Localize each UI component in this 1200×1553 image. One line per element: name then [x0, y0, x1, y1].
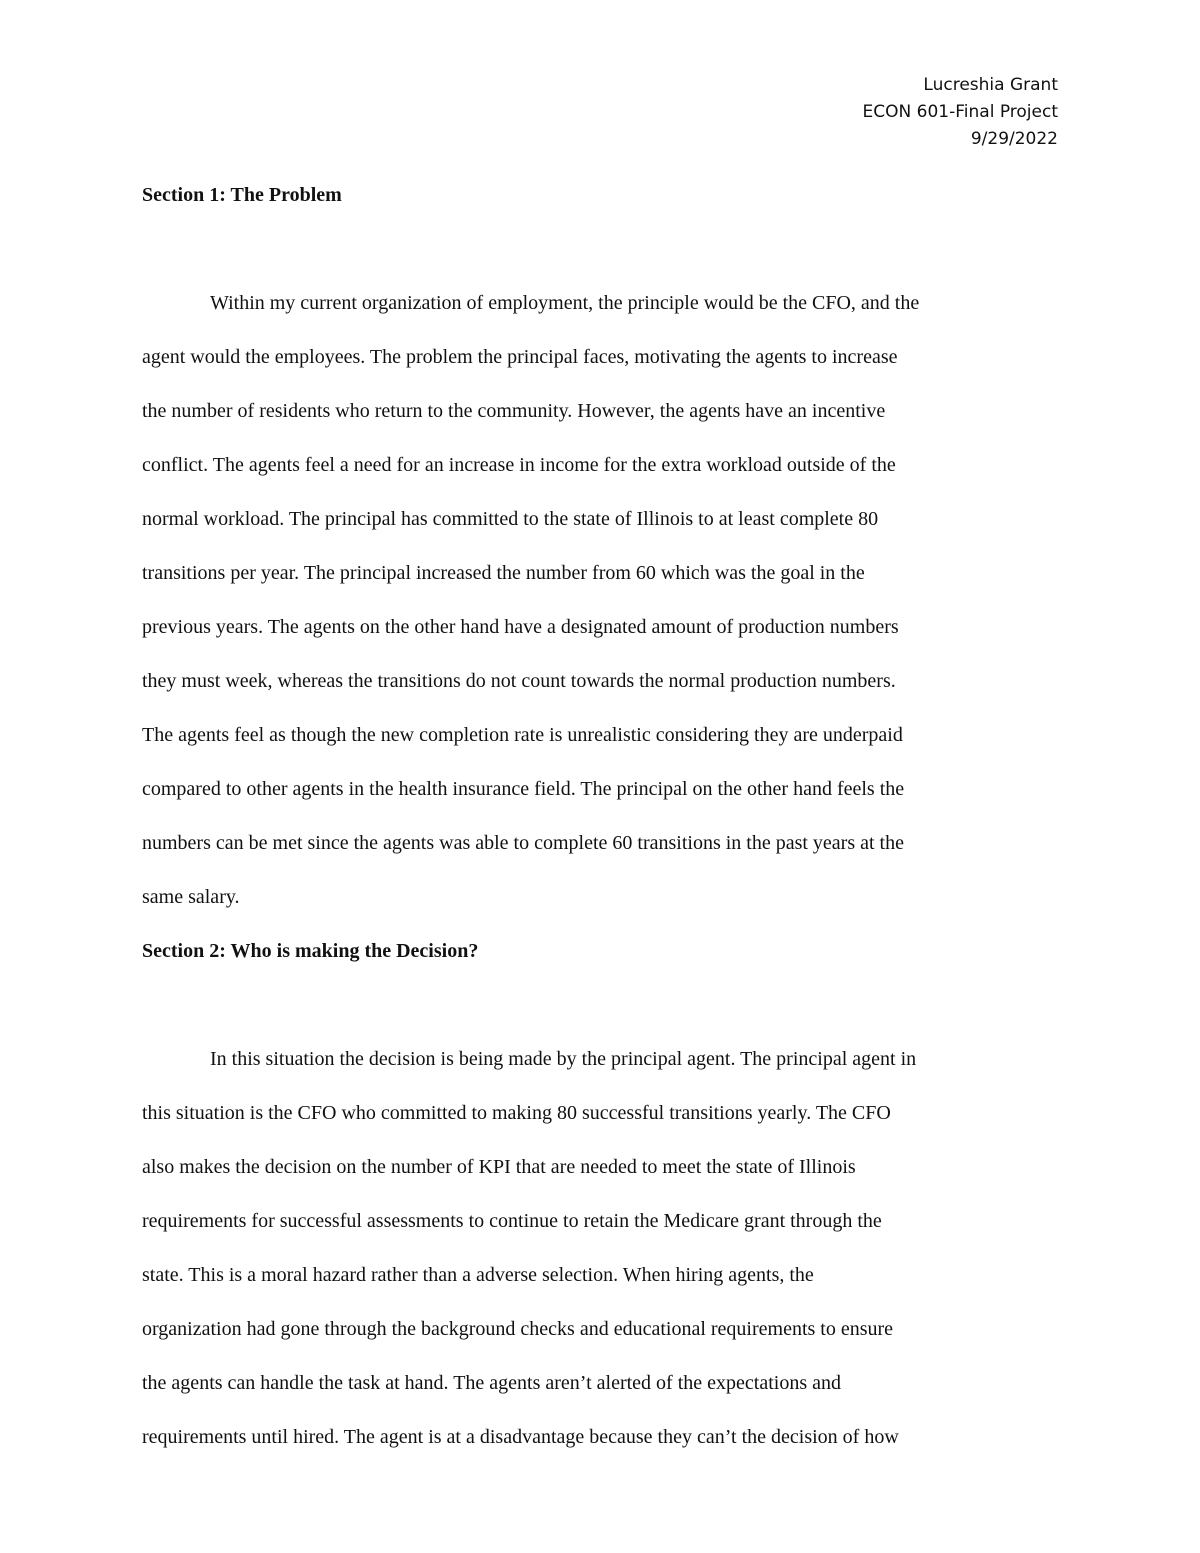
- paragraph-line: they must week, whereas the transitions do not count towards the normal production numbers.: [142, 670, 896, 692]
- paragraph-line: compared to other agents in the health insurance field. The principal on the other hand feels the: [142, 778, 905, 800]
- document-body: [142, 168, 1058, 1464]
- paragraph-line: this situation is the CFO who committed to making 80 successful transitions yearly. The CFO: [142, 1102, 891, 1124]
- paragraph-line: agent would the employees. The problem the principal faces, motivating the agents to increase: [142, 346, 898, 368]
- blank-line: [142, 222, 1058, 276]
- blank-line: [142, 978, 1058, 1032]
- paragraph-line: organization had gone through the background checks and educational requirements to ensure: [142, 1318, 894, 1340]
- paragraph-line: state. This is a moral hazard rather than a adverse selection. When hiring agents, the: [142, 1264, 814, 1286]
- paragraph-line: normal workload. The principal has committed to the state of Illinois to at least complete 80: [142, 508, 879, 530]
- document-date: 9/29/2022: [970, 129, 1058, 149]
- paragraph-line: The agents feel as though the new completion rate is unrealistic considering they are underpaid: [142, 724, 903, 746]
- section-2-heading: Section 2: Who is making the Decision?: [142, 940, 479, 962]
- paragraph-line: transitions per year. The principal increased the number from 60 which was the goal in the: [142, 562, 865, 584]
- document-header: [863, 72, 1058, 153]
- course-title: ECON 601-Final Project: [862, 102, 1058, 122]
- section-1-paragraph: [142, 276, 1058, 924]
- section-1-heading: Section 1: The Problem: [142, 184, 342, 206]
- paragraph-line: same salary.: [142, 886, 240, 908]
- paragraph-line: also makes the decision on the number of KPI that are needed to meet the state of Illinois: [142, 1156, 856, 1178]
- paragraph-line: In this situation the decision is being made by the principal agent. The principal agent in: [210, 1048, 917, 1070]
- paragraph-line: Within my current organization of employment, the principle would be the CFO, and the: [210, 292, 920, 314]
- paragraph-line: requirements for successful assessments to continue to retain the Medicare grant through the: [142, 1210, 882, 1232]
- author-name: Lucreshia Grant: [923, 75, 1058, 95]
- section-2-paragraph: [142, 1032, 1058, 1464]
- paragraph-line: requirements until hired. The agent is at a disadvantage because they can’t the decision of how: [142, 1426, 899, 1448]
- paragraph-line: previous years. The agents on the other hand have a designated amount of production numbers: [142, 616, 899, 638]
- paragraph-line: numbers can be met since the agents was able to complete 60 transitions in the past years at the: [142, 832, 904, 854]
- paragraph-line: the number of residents who return to the community. However, the agents have an incentive: [142, 400, 886, 422]
- paragraph-line: the agents can handle the task at hand. The agents aren’t alerted of the expectations and: [142, 1372, 841, 1394]
- paragraph-line: conflict. The agents feel a need for an increase in income for the extra workload outside of the: [142, 454, 896, 476]
